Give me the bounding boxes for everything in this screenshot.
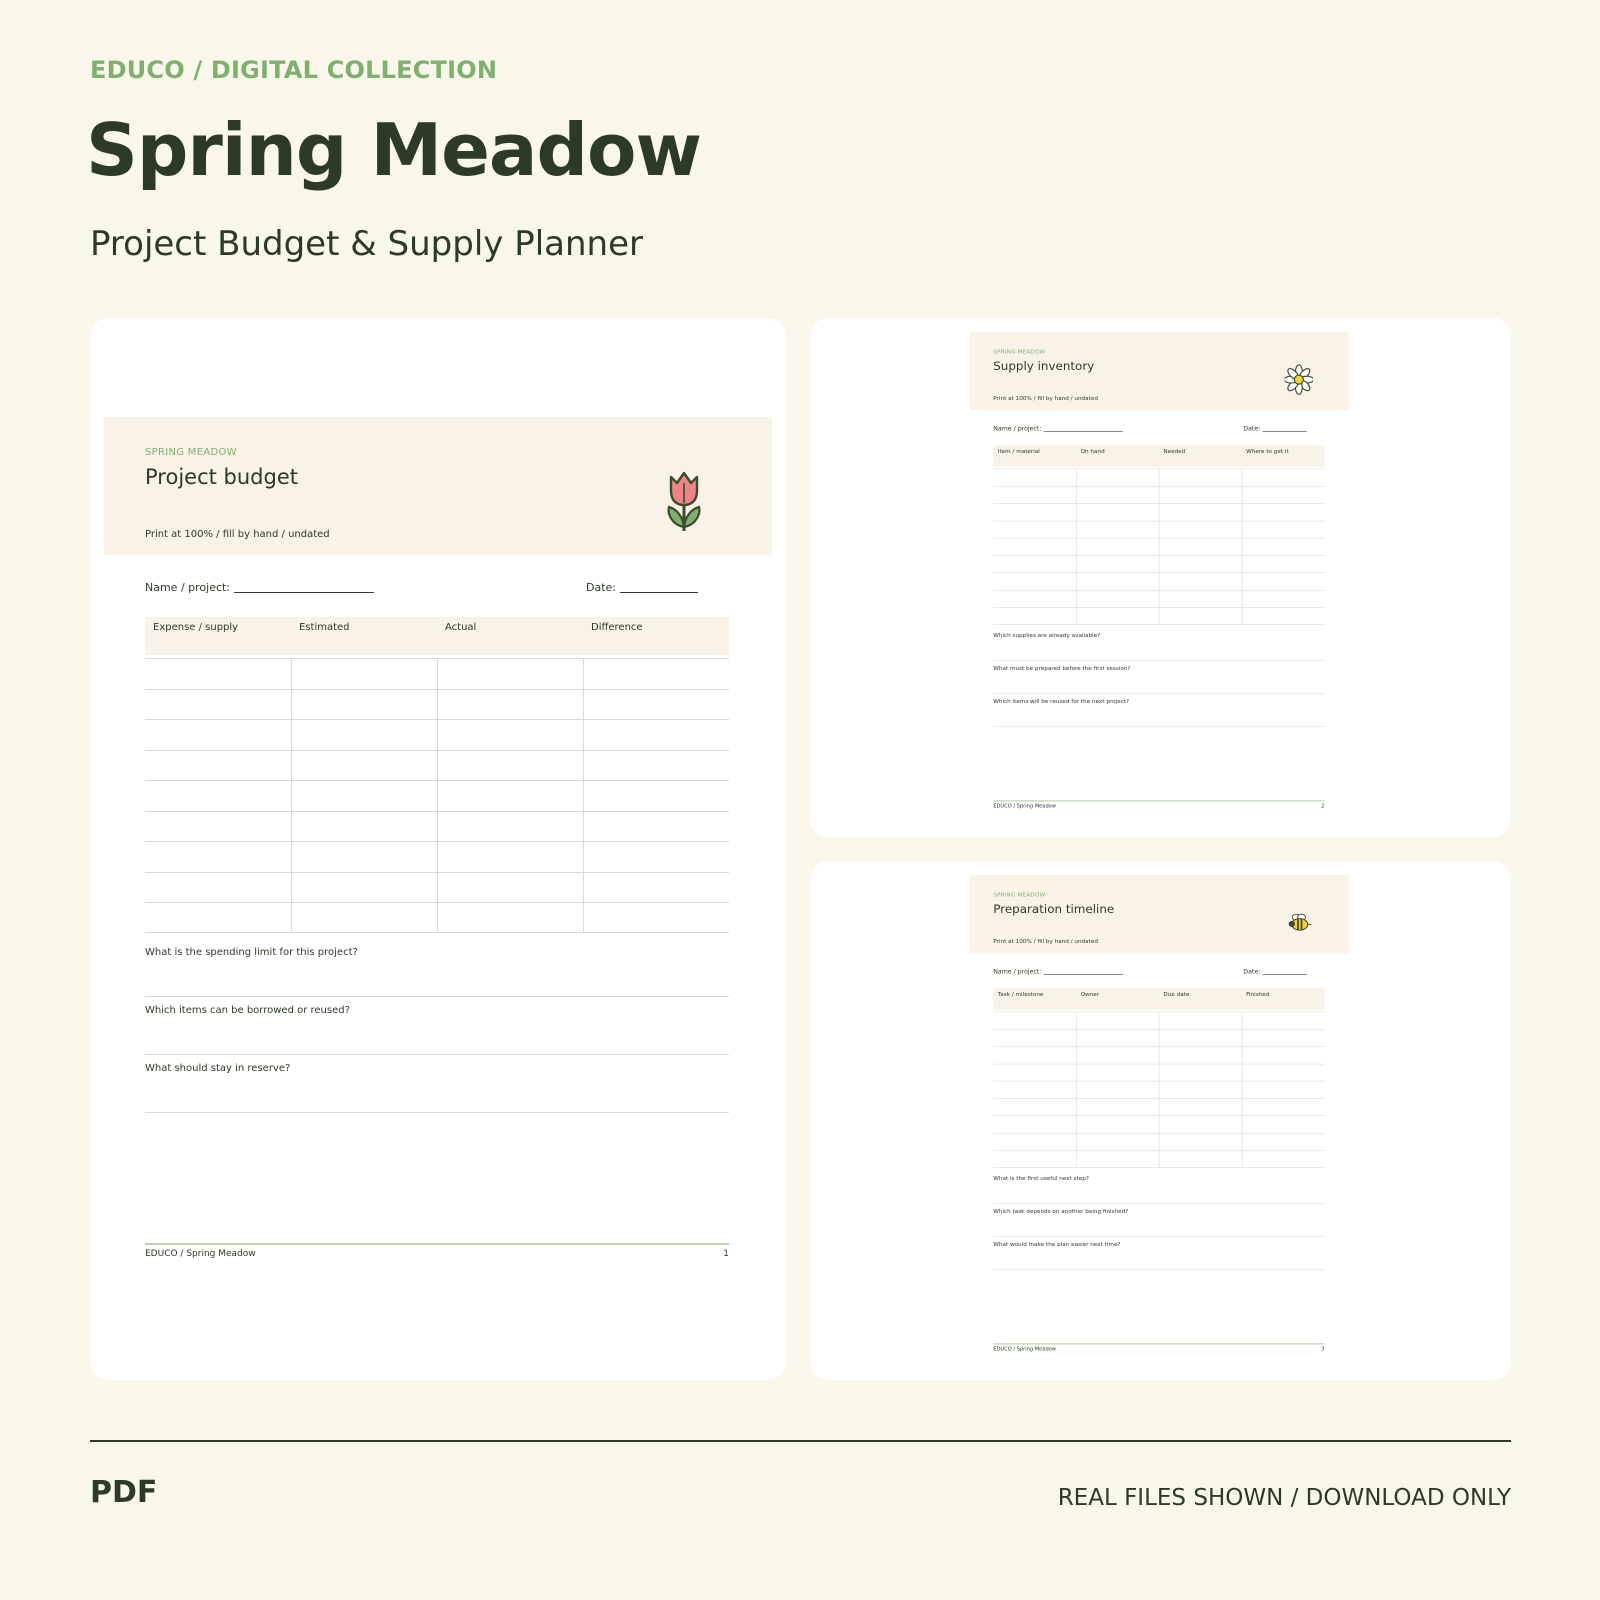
table-row [993,503,1324,520]
table-cell [993,1081,1076,1098]
table-cell [1242,521,1325,538]
name-blank-line [1044,431,1123,432]
footer-rule [145,1243,729,1245]
preview-card-budget [90,318,786,1380]
table-row [993,538,1324,555]
table-cell [145,751,291,781]
date-field: Date: [1243,967,1261,976]
table-cell [993,1133,1076,1150]
table-header [993,445,1324,467]
name-field: Name / project: [145,581,374,594]
table-cell [1159,487,1242,504]
table-cell [1242,556,1325,573]
page-number: 1 [723,1249,729,1259]
worksheet-page [970,875,1349,1357]
table-cell [1242,504,1325,521]
sheet-print-note: Print at 100% / fill by hand / undated [993,395,1098,402]
table-cell [1076,608,1159,624]
table-cell [145,903,291,932]
table-cell [993,1064,1076,1081]
sheet-header-band [970,875,1349,953]
bee-icon [1285,904,1313,940]
table-cell [1076,1133,1159,1150]
table-header [993,988,1324,1010]
table-cell [145,720,291,750]
date-blank-line [1263,431,1307,432]
table-cell [1159,1099,1242,1116]
table-header [145,617,729,655]
column-header: Estimated [299,622,350,633]
sheet-kicker: SPRING MEADOW [993,892,1046,899]
table-cell [1159,469,1242,486]
table-body [145,658,729,933]
table-cell [1076,1099,1159,1116]
table-cell [291,751,437,781]
table-cell [145,842,291,872]
question-item: What would make the plan easier next time? [993,1237,1324,1270]
table-row [993,555,1324,572]
sheet-kicker: SPRING MEADOW [993,349,1046,356]
table-cell [437,720,583,750]
table-cell [1076,556,1159,573]
table-cell [145,659,291,689]
table-cell [1076,504,1159,521]
table-cell [1159,1133,1242,1150]
table-cell [1076,573,1159,590]
daisy-icon [1285,361,1313,397]
table-cell [1159,1151,1242,1167]
tulip-icon [659,469,709,533]
table-cell [1076,487,1159,504]
table-cell [993,1099,1076,1116]
table-cell [583,751,729,781]
table-cell [1242,1064,1325,1081]
question-item: What must be prepared before the first session? [993,661,1324,694]
page-subtitle: Project Budget & Supply Planner [90,224,643,264]
table-row [993,1098,1324,1115]
sheet-footer: EDUCO / Spring Meadow [993,1346,1056,1353]
date-field: Date: [1243,424,1261,433]
sheet-kicker: SPRING MEADOW [145,447,237,458]
table-cell [437,903,583,932]
column-header: Owner [1080,991,1100,998]
table-cell [291,842,437,872]
table-cell [1076,1047,1159,1064]
table-cell [437,659,583,689]
table-cell [1159,504,1242,521]
column-header: Actual [445,622,477,633]
table-cell [291,781,437,811]
table-cell [993,573,1076,590]
question-list [993,1171,1324,1270]
table-row [993,1064,1324,1081]
table-cell [1242,573,1325,590]
page-title: Spring Meadow [86,108,702,192]
table-cell [993,608,1076,624]
table-cell [1076,469,1159,486]
question-item: What is the first useful next step? [993,1171,1324,1204]
table-cell [437,842,583,872]
table-cell [1242,590,1325,607]
question-item: What is the spending limit for this project? [145,939,729,997]
table-body [993,1012,1324,1168]
worksheet-page [104,417,772,1267]
date-blank-line [620,592,698,593]
date-field: Date: [586,581,698,594]
table-cell [437,751,583,781]
table-cell [1076,521,1159,538]
sheet-print-note: Print at 100% / fill by hand / undated [993,938,1098,945]
table-row [993,1029,1324,1046]
table-cell [1159,1030,1242,1047]
sheet-title: Supply inventory [993,359,1095,373]
footer-rule [993,800,1324,801]
table-cell [1076,1030,1159,1047]
table-cell [993,487,1076,504]
table-cell [1242,1099,1325,1116]
question-list [145,939,729,1113]
column-header: Task / milestone [997,991,1044,998]
question-list [993,628,1324,727]
table-cell [291,903,437,932]
table-cell [993,1012,1076,1029]
column-header: Finished [1246,991,1270,998]
column-header: Where to get it [1246,448,1289,455]
question-item: Which items can be borrowed or reused? [145,997,729,1055]
table-cell [1159,556,1242,573]
table-cell [1159,608,1242,624]
worksheet-page [970,332,1349,814]
table-cell [1076,538,1159,555]
table-cell [1159,590,1242,607]
table-row [145,841,729,872]
sheet-title: Project budget [145,465,298,489]
table-cell [1242,1081,1325,1098]
table-cell [1076,1064,1159,1081]
table-row [993,1012,1324,1029]
table-cell [1159,1047,1242,1064]
table-cell [993,504,1076,521]
table-cell [1242,1047,1325,1064]
table-cell [1076,1151,1159,1167]
table-row [145,780,729,811]
table-cell [291,812,437,842]
name-field: Name / project: [993,424,1042,433]
table-cell [993,556,1076,573]
table-cell [583,873,729,903]
sheet-footer: EDUCO / Spring Meadow [993,803,1056,810]
preview-card-timeline [810,861,1511,1380]
table-row [993,590,1324,607]
date-blank-line [1263,974,1307,975]
table-cell [583,659,729,689]
table-cell [291,720,437,750]
table-cell [145,781,291,811]
table-row [145,872,729,903]
table-cell [993,1030,1076,1047]
column-header: Difference [591,622,643,633]
table-cell [993,469,1076,486]
table-cell [583,842,729,872]
sheet-print-note: Print at 100% / fill by hand / undated [145,529,330,540]
name-blank-line [234,592,374,593]
table-cell [1076,1012,1159,1029]
table-cell [993,521,1076,538]
table-row [145,658,729,689]
sheet-title: Preparation timeline [993,902,1115,916]
table-cell [291,659,437,689]
table-row [145,719,729,750]
table-row [145,902,729,933]
table-cell [145,812,291,842]
brand-label: EDUCO / DIGITAL COLLECTION [90,56,498,84]
table-cell [993,1151,1076,1167]
table-row [145,750,729,781]
table-row [145,811,729,842]
table-row [993,1081,1324,1098]
table-cell [1159,1116,1242,1133]
table-row [993,1133,1324,1150]
table-cell [1159,538,1242,555]
table-cell [1242,1030,1325,1047]
table-cell [1159,1012,1242,1029]
table-row [993,1115,1324,1132]
table-cell [583,690,729,720]
table-cell [1242,469,1325,486]
table-cell [583,720,729,750]
table-cell [583,812,729,842]
table-body [993,469,1324,625]
column-header: Expense / supply [153,622,239,633]
table-cell [1076,1116,1159,1133]
question-item: Which supplies are already available? [993,628,1324,661]
sheet-header-band [970,332,1349,410]
table-cell [1242,538,1325,555]
table-row [993,469,1324,486]
sheet-footer: EDUCO / Spring Meadow [145,1249,256,1259]
table-cell [437,873,583,903]
table-cell [1159,1081,1242,1098]
table-cell [1242,1012,1325,1029]
bottom-divider [90,1440,1511,1442]
table-cell [145,873,291,903]
download-notice: REAL FILES SHOWN / DOWNLOAD ONLY [1057,1485,1511,1511]
table-cell [437,690,583,720]
name-blank-line [1044,974,1123,975]
page-number: 2 [1321,803,1325,810]
footer-rule [993,1343,1324,1344]
table-cell [1076,1081,1159,1098]
table-cell [437,781,583,811]
sheet-header-band [104,417,772,555]
table-row [145,689,729,720]
table-cell [583,903,729,932]
table-cell [437,812,583,842]
table-cell [993,590,1076,607]
table-row [993,1150,1324,1167]
table-cell [1242,1151,1325,1167]
table-row [993,521,1324,538]
column-header: Needed [1163,448,1186,455]
table-row [993,486,1324,503]
table-cell [993,1116,1076,1133]
column-header: Item / material [997,448,1040,455]
table-cell [583,781,729,811]
table-cell [993,1047,1076,1064]
table-row [993,607,1324,624]
table-cell [291,690,437,720]
question-item: What should stay in reserve? [145,1055,729,1113]
page-number: 3 [1321,1346,1325,1353]
table-row [993,572,1324,589]
preview-card-inventory [810,318,1511,837]
table-cell [1242,608,1325,624]
table-row [993,1046,1324,1063]
table-cell [1242,1116,1325,1133]
file-format-label: PDF [90,1475,158,1510]
name-field: Name / project: [993,967,1042,976]
table-cell [1242,487,1325,504]
table-cell [145,690,291,720]
table-cell [1242,1133,1325,1150]
table-cell [1076,590,1159,607]
table-cell [1159,1064,1242,1081]
column-header: On hand [1080,448,1105,455]
table-cell [1159,521,1242,538]
table-cell [291,873,437,903]
table-cell [1159,573,1242,590]
question-item: Which task depends on another being finished? [993,1204,1324,1237]
column-header: Due date [1163,991,1190,998]
question-item: Which items will be reused for the next project? [993,694,1324,727]
table-cell [993,538,1076,555]
